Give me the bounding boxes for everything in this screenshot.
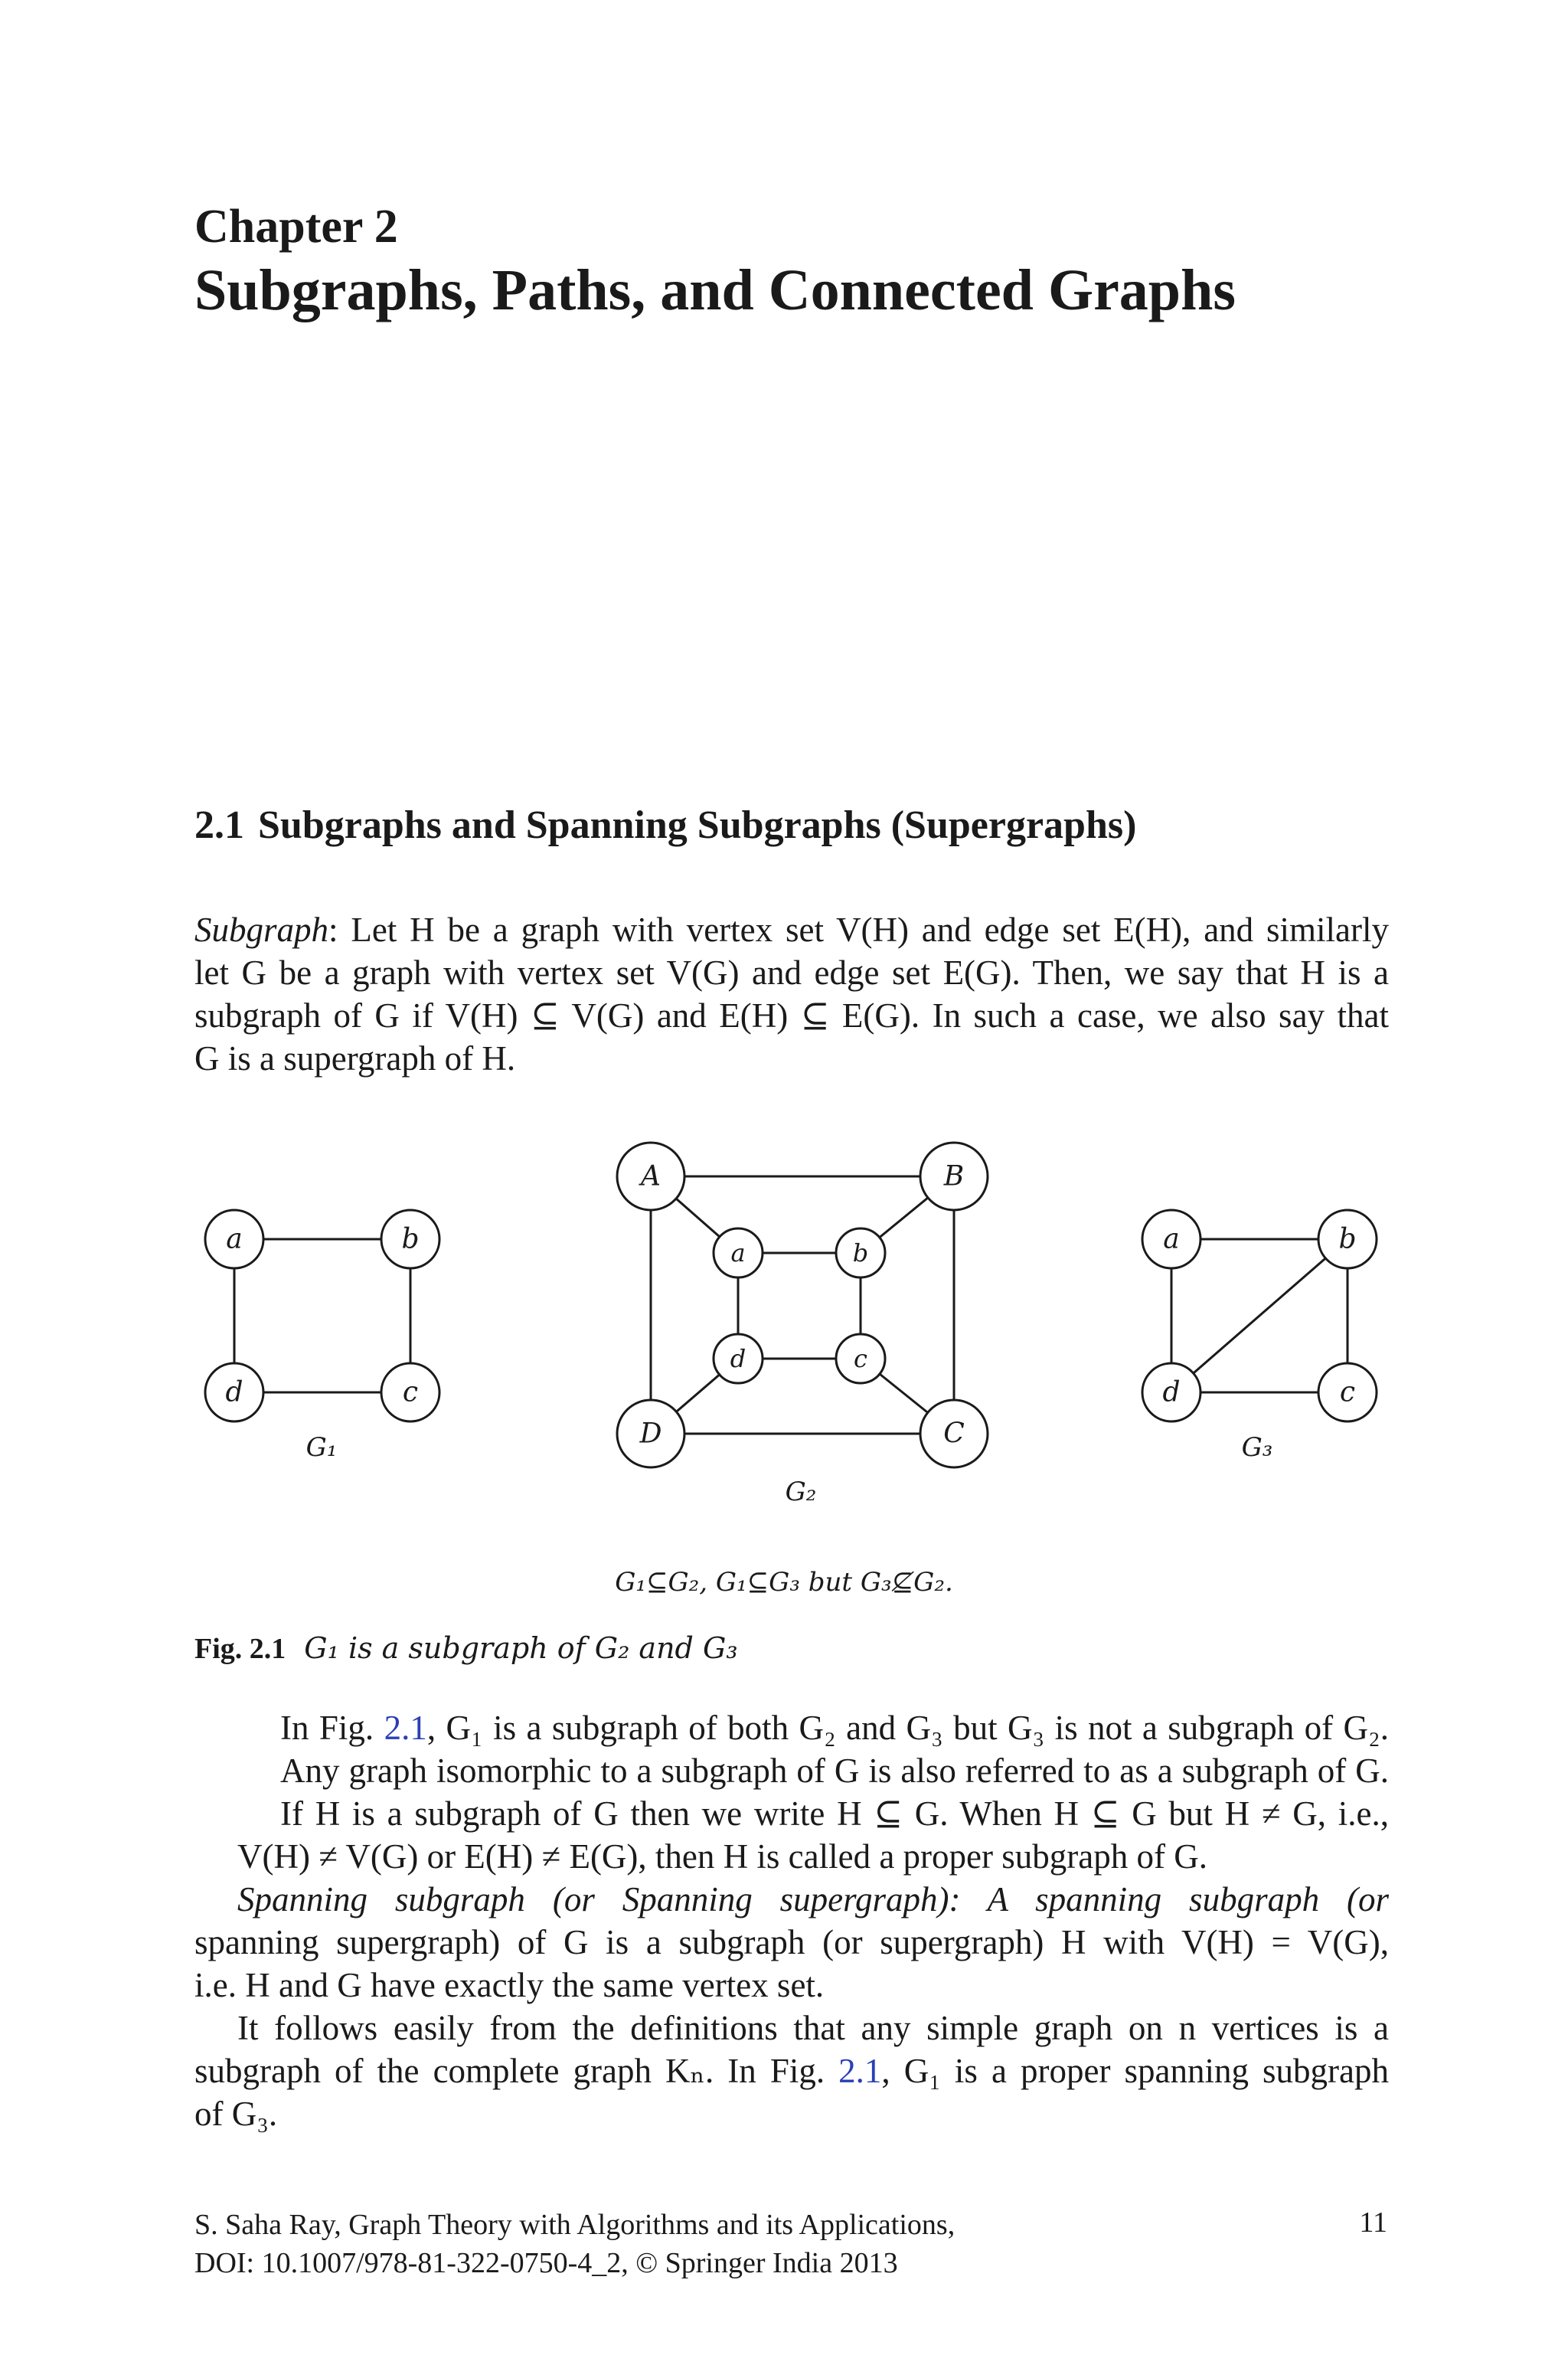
g3-label-a: a xyxy=(1163,1223,1180,1255)
g2-label-C: C xyxy=(943,1418,965,1450)
g2-label-d: d xyxy=(730,1344,746,1373)
g3-label-b: b xyxy=(1338,1223,1357,1255)
g2-graph-label: G₂ xyxy=(785,1477,817,1507)
g1-graph-label: G₁ xyxy=(305,1432,338,1463)
g1-label-a: a xyxy=(226,1223,243,1255)
paragraph-spanning-subgraph xyxy=(194,1878,1389,2007)
para3-line-3: i.e. H and G have exactly the same vertex set. xyxy=(194,1966,825,2004)
para2-line-2: Any graph isomorphic to a subgraph of G is also referred to as a subgraph of G. xyxy=(280,1752,1389,1790)
para2-line-1: In Fig. 2.1, G₁ is a subgraph of both G₂ and G₃ but G₃ is not a subgraph of G₂. xyxy=(280,1709,1389,1747)
g2-label-a: a xyxy=(730,1238,746,1268)
paragraph-fig-discussion xyxy=(194,1706,1389,1878)
g3-edge-bd xyxy=(1171,1239,1348,1392)
g1-label-b: b xyxy=(401,1223,420,1255)
para4-line-3: of G₃. xyxy=(194,2095,278,2133)
paragraph-complete-graph xyxy=(194,2007,1389,2135)
caption-label: Fig. 2.1 xyxy=(194,1633,286,1665)
g3-graph-label: G₃ xyxy=(1241,1432,1273,1463)
para4-line-2: subgraph of the complete graph Kₙ. In Fig. 2.1, G₁ is a proper spanning subgraph xyxy=(194,2052,1390,2090)
g3-label-c: c xyxy=(1339,1376,1356,1408)
para1-line-4: G is a supergraph of H. xyxy=(194,1039,516,1078)
g2-label-c: c xyxy=(854,1344,867,1373)
para3-line-2: spanning supergraph) of G is a subgraph (or supergraph) H with V(H) = V(G), xyxy=(194,1923,1389,1961)
footer-doi: DOI: 10.1007/978-81-322-0750-4_2, © Springer India 2013 xyxy=(194,2247,898,2279)
para2-line-4: V(H) ≠ V(G) or E(H) ≠ E(G), then H is called a proper subgraph of G. xyxy=(237,1837,1207,1876)
para4-line-1: It follows easily from the definitions that any simple graph on n vertices is a xyxy=(237,2009,1389,2047)
figure-ref-link[interactable]: 2.1 xyxy=(384,1709,427,1747)
page-footer xyxy=(194,2206,955,2282)
figure-caption xyxy=(194,1631,738,1666)
para1-line-2: let G be a graph with vertex set V(G) and edge set E(G). Then, we say that H is a xyxy=(194,953,1389,992)
figure-ref-link-2[interactable]: 2.1 xyxy=(838,2052,882,2090)
section-title: Subgraphs and Spanning Subgraphs (Supergraphs) xyxy=(258,803,1137,847)
para3-line-1: Spanning subgraph (or Spanning supergraph): A spanning subgraph (or xyxy=(237,1880,1389,1918)
para1-line-3: subgraph of G if V(H) ⊆ V(G) and E(H) ⊆ E(G). In such a case, we also say that xyxy=(194,996,1389,1035)
g3-label-d: d xyxy=(1162,1376,1181,1408)
g2-label-b: b xyxy=(852,1238,869,1268)
chapter-title: Subgraphs, Paths, and Connected Graphs xyxy=(194,258,1236,322)
figure-graphs-svg xyxy=(0,1118,1568,1639)
g1-label-c: c xyxy=(402,1376,419,1408)
g2-label-B: B xyxy=(943,1160,965,1192)
para2-line-3: If H is a subgraph of G then we write H ⊆ G. When H ⊆ G but H ≠ G, i.e., xyxy=(280,1794,1389,1833)
g2-label-D: D xyxy=(639,1418,662,1450)
term-subgraph: Subgraph xyxy=(194,911,329,949)
caption-text: G₁ is a subgraph of G₂ and G₃ xyxy=(304,1631,738,1665)
figure-relation: G₁⊆G₂, G₁⊆G₃ but G₃⊈G₂. xyxy=(615,1567,953,1598)
g1-label-d: d xyxy=(225,1376,243,1408)
figure-2-1 xyxy=(0,1118,1568,1700)
page-number: 11 xyxy=(1359,2206,1387,2239)
paragraph-subgraph-definition xyxy=(194,908,1389,1080)
chapter-label: Chapter 2 xyxy=(194,201,398,253)
section-number: 2.1 xyxy=(194,803,244,847)
para1-line-1: Subgraph: Let H be a graph with vertex set V(H) and edge set E(H), and similarly xyxy=(194,911,1389,949)
g2-label-A: A xyxy=(641,1160,661,1192)
section-heading xyxy=(194,803,1136,848)
footer-citation: S. Saha Ray, Graph Theory with Algorithms and its Applications, xyxy=(194,2209,956,2241)
